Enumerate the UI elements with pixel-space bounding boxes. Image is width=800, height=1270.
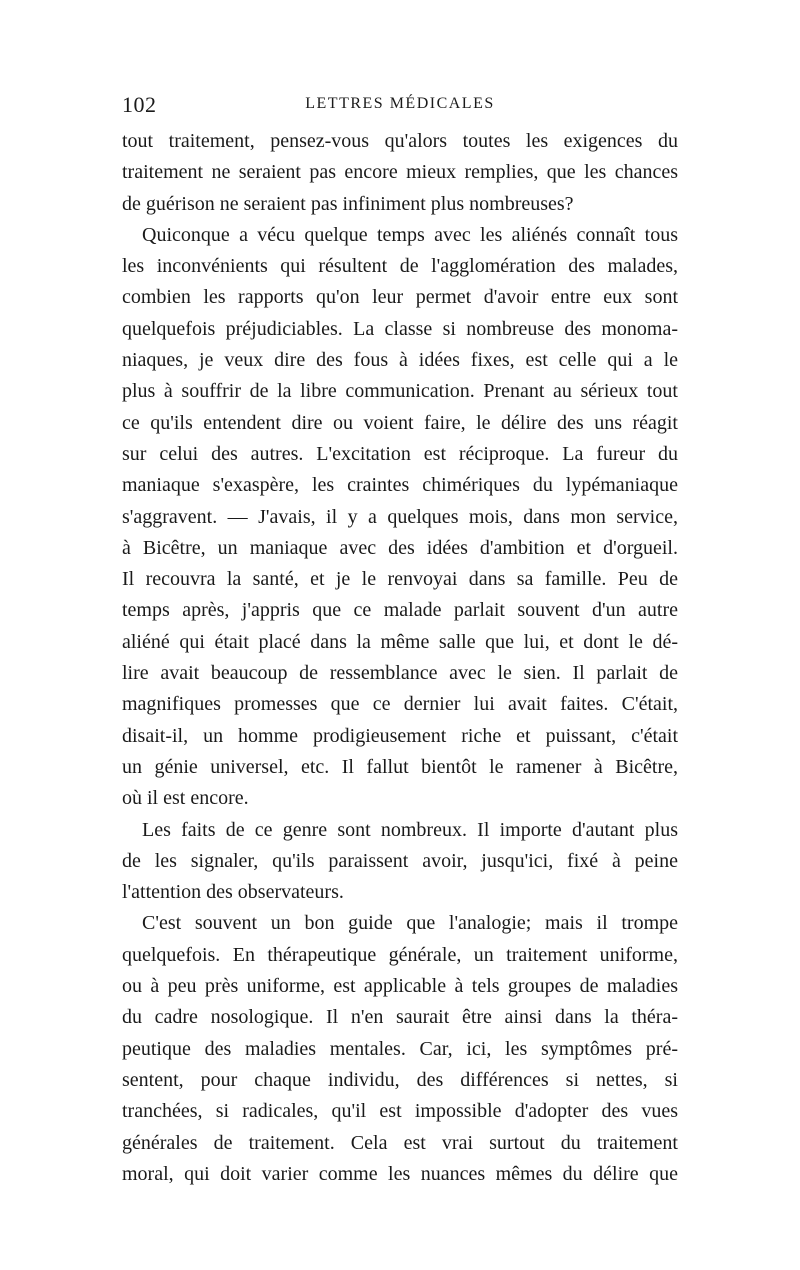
- text-line: combien les rapports qu'on leur permet d'avoir entre eux sont: [122, 286, 678, 309]
- text-line: ce qu'ils entendent dire ou voient faire, le délire des uns réagit: [122, 411, 678, 434]
- text-line: niaques, je veux dire des fous à idées fixes, est celle qui a le: [122, 349, 678, 372]
- text-line: plus à souffrir de la libre communication. Prenant au sérieux tout: [122, 380, 678, 403]
- text-line: magnifiques promesses que ce dernier lui avait faites. C'était,: [122, 693, 678, 716]
- body-text: [122, 126, 678, 1190]
- text-line: Les faits de ce genre sont nombreux. Il importe d'autant plus: [142, 818, 678, 841]
- text-line: peutique des maladies mentales. Car, ici, les symptômes pré-: [122, 1037, 678, 1060]
- text-line: du cadre nosologique. Il n'en saurait être ainsi dans la théra-: [122, 1006, 678, 1029]
- text-line: tout traitement, pensez-vous qu'alors toutes les exigences du: [122, 130, 678, 152]
- text-line: traitement ne seraient pas encore mieux remplies, que les chances: [122, 161, 678, 184]
- text-line: ou à peu près uniforme, est applicable à tels groupes de maladies: [122, 975, 678, 998]
- running-title: LETTRES MÉDICALES: [305, 95, 495, 112]
- text-line: disait-il, un homme prodigieusement riche et puissant, c'était: [122, 724, 678, 747]
- text-line: quelquefois préjudiciables. La classe si nombreuse des monoma-: [122, 317, 678, 340]
- text-line: Il recouvra la santé, et je le renvoyai dans sa famille. Peu de: [122, 568, 678, 591]
- text-line: quelquefois. En thérapeutique générale, un traitement uniforme,: [122, 943, 678, 966]
- text-line: sentent, pour chaque individu, des différences si nettes, si: [122, 1068, 678, 1091]
- text-line: C'est souvent un bon guide que l'analogie; mais il trompe: [142, 912, 678, 935]
- page-number: 102: [122, 92, 157, 117]
- text-line: lire avait beaucoup de ressemblance avec le sien. Il parlait de: [122, 662, 678, 685]
- text-line: à Bicêtre, un maniaque avec des idées d'ambition et d'orgueil.: [122, 536, 678, 559]
- text-line: l'attention des observateurs.: [122, 881, 344, 904]
- text-line: sur celui des autres. L'excitation est réciproque. La fureur du: [122, 442, 678, 465]
- text-line: maniaque s'exaspère, les craintes chimériques du lypémaniaque: [122, 474, 678, 497]
- page-header: [122, 92, 678, 122]
- text-line: de guérison ne seraient pas infiniment plus nombreuses?: [122, 192, 574, 215]
- text-line: s'aggravent. — J'avais, il y a quelques mois, dans mon service,: [122, 505, 678, 528]
- text-line: aliéné qui était placé dans la même salle que lui, et dont le dé-: [122, 630, 678, 653]
- text-line: Quiconque a vécu quelque temps avec les aliénés connaît tous: [142, 223, 678, 246]
- text-line: de les signaler, qu'ils paraissent avoir, jusqu'ici, fixé à peine: [122, 849, 678, 872]
- text-line: où il est encore.: [122, 787, 249, 810]
- text-line: moral, qui doit varier comme les nuances mêmes du délire que: [122, 1162, 678, 1185]
- text-line: un génie universel, etc. Il fallut bientôt le ramener à Bicêtre,: [122, 755, 678, 778]
- text-line: tranchées, si radicales, qu'il est impossible d'adopter des vues: [122, 1100, 678, 1123]
- text-line: générales de traitement. Cela est vrai surtout du traitement: [122, 1131, 678, 1154]
- text-line: les inconvénients qui résultent de l'agglomération des malades,: [122, 255, 678, 278]
- text-line: temps après, j'appris que ce malade parlait souvent d'un autre: [122, 599, 678, 622]
